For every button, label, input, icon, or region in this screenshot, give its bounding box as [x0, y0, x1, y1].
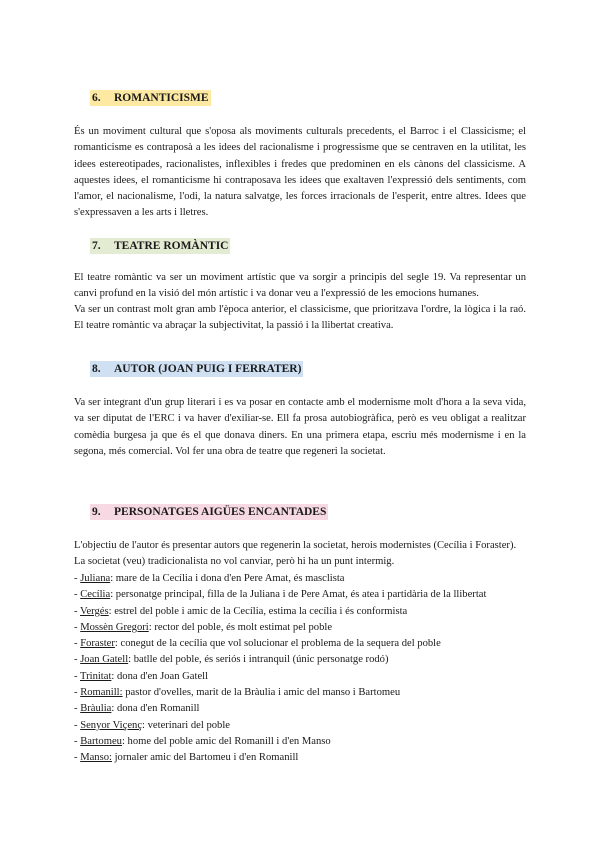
character-name: Vergés — [80, 605, 109, 617]
character-name: Juliana — [80, 573, 111, 584]
section-heading-teatre-romantic — [90, 238, 230, 254]
list-item: - Romanill: pastor d'ovelles, marit de la Bràulia i amic del manso i Bartomeu — [74, 687, 401, 699]
list-item: - Bràulia: dona d'en Romanill — [74, 703, 200, 715]
section-heading-personatges — [90, 504, 328, 520]
character-desc: : mare de la Cecília i dona d'en Pere Amat, és masclista — [110, 573, 345, 584]
list-item: - Mossèn Gregori: rector del poble, és molt estimat pel poble — [74, 621, 333, 633]
romanticisme-paragraph: És un moviment cultural que s'oposa als moviments culturals precedents, el Barroc i el Classicisme; el romanticisme es contraposà a les idees del racionalisme i progressisme que se centraven en la utilitat, les idees estereotipades, racionalistes, inflexibles i fredes que predominen en els cànons del classicisme. A aquestes idees, el romanticisme hi contraposava les idees que exaltaven l'expressió dels sentiments, com l'amor, el nacionalisme, l'odi, la natura salvatge, les forces irracionals de l'esperit, entre altres. Idees que s'expressaven a les arts i lletres. — [74, 126, 526, 219]
character-desc: pastor d'ovelles, marit de la Bràulia i amic del manso i Bartomeu — [122, 687, 401, 699]
character-desc: : dona d'en Romanill — [111, 703, 200, 715]
list-item: - Foraster: conegut de la cecília que vol solucionar el problema de la sequera del poble — [74, 638, 441, 650]
section-number: 7. — [92, 240, 101, 252]
character-desc: : veterinari del poble — [142, 719, 230, 731]
section-title: TEATRE ROMÀNTIC — [114, 240, 229, 252]
section-number: 6. — [92, 92, 101, 104]
section-number: 8. — [92, 363, 101, 375]
character-desc: : rector del poble, és molt estimat pel poble — [148, 621, 333, 633]
character-name: Cecília — [80, 589, 111, 601]
section-title: ROMANTICISME — [114, 92, 209, 104]
list-item: - Manso: jornaler amic del Bartomeu i d'en Romanill — [74, 752, 299, 764]
character-name: Romanill: — [80, 687, 123, 699]
character-name: Senyor Viçenç — [80, 719, 143, 731]
character-name: Joan Gatell — [80, 654, 129, 666]
character-desc: : conegut de la cecília que vol solucionar el problema de la sequera del poble — [114, 638, 441, 650]
list-item: - Cecília: personatge principal, filla de la Juliana i de Pere Amat, és atea i partidària de la llibertat — [74, 589, 487, 601]
section-heading-romanticisme — [90, 90, 211, 106]
list-item: - Senyor Viçenç: veterinari del poble — [74, 719, 230, 731]
character-desc: : estrel del poble i amic de la Cecília, estima la cecília i és conformista — [108, 605, 408, 617]
character-desc: : personatge principal, filla de la Juliana i de Pere Amat, és atea i partidària de la llibertat — [110, 589, 487, 601]
section-title: PERSONATGES AIGÜES ENCANTADES — [114, 506, 327, 518]
character-list — [74, 571, 534, 767]
list-item: - Juliana: mare de la Cecília i dona d'en Pere Amat, és masclista — [74, 573, 345, 584]
character-desc: : batlle del poble, és seriós i intranquil (únic personatge rodó) — [128, 654, 389, 666]
autor-paragraph: Va ser integrant d'un grup literari i es va posar en contacte amb el modernisme molt d'hora a la seva vida, va ser diputat de l'ERC i va haver d'exiliar-se. Ell fa prosa autobiogràfica, però es veu obligat a realitzar comèdia burgesa ja que és el que donava diners. En una primera etapa, escriu més modernisme i en la segona, més comercial. Vol fer una obra de teatre que regeneri la societat. — [74, 397, 526, 457]
list-item: - Trinitat: dona d'en Joan Gatell — [74, 670, 209, 682]
character-desc: : home del poble amic del Romanill i d'en Manso — [121, 735, 331, 747]
character-name: Mossèn Gregori — [80, 621, 149, 633]
list-item: - Joan Gatell: batlle del poble, és seriós i intranquil (únic personatge rodó) — [74, 654, 389, 666]
section-title: AUTOR (JOAN PUIG I FERRATER) — [114, 363, 302, 375]
character-name: Bràulia — [80, 703, 112, 715]
character-name: Foraster — [80, 638, 115, 650]
list-item: - Bartomeu: home del poble amic del Romanill i d'en Manso — [74, 735, 331, 747]
character-desc: jornaler amic del Bartomeu i d'en Romanill — [111, 752, 299, 764]
intro-line: La societat (veu) tradicionalista no vol canviar, però hi ha un punt intermig. — [74, 556, 395, 568]
teatre-romantic-paragraph-1: El teatre romàntic va ser un moviment artístic que va sorgir a principis del segle 19. Va representar un canvi profund en la visió del món artístic i va donar veu a l'expressió de les emocions humanes. — [74, 272, 526, 300]
personatges-intro — [74, 538, 534, 571]
character-desc: : dona d'en Joan Gatell — [111, 670, 209, 682]
character-name: Trinitat — [80, 670, 112, 682]
teatre-romantic-paragraph-2: Va ser un contrast molt gran amb l'època anterior, el classicisme, que prioritzava l'ordre, la lògica i la raó. El teatre romàntic va abraçar la subjectivitat, la passió i la llibertat creativa. — [74, 304, 526, 332]
section-heading-autor — [90, 361, 303, 377]
list-item: - Vergés: estrel del poble i amic de la Cecília, estima la cecília i és conformista — [74, 605, 408, 617]
intro-line: L'objectiu de l'autor és presentar autors que regenerin la societat, herois modernistes (Cecília i Foraster). — [74, 540, 517, 551]
section-number: 9. — [92, 506, 101, 518]
character-name: Manso: — [80, 752, 112, 764]
character-name: Bartomeu — [80, 735, 122, 747]
